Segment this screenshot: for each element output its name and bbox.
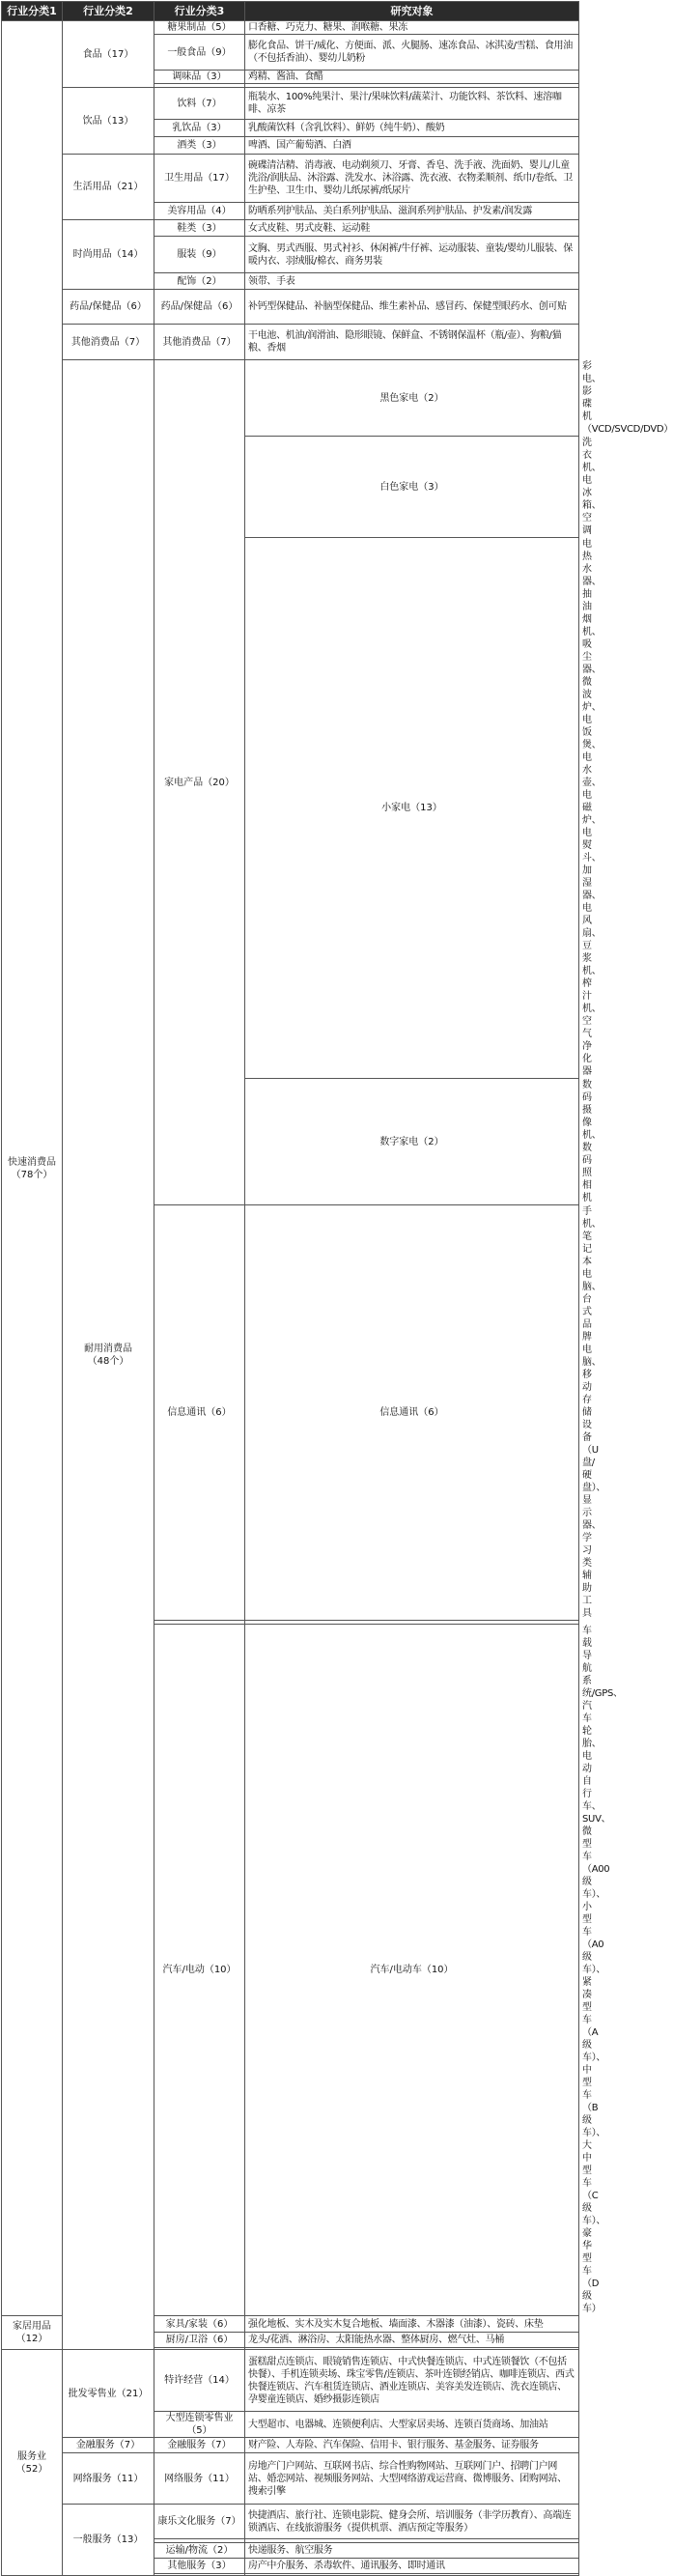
category-2-cell: 家电产品（20） bbox=[154, 360, 245, 1205]
category-3-cell: 鞋类（3） bbox=[154, 220, 245, 237]
category-3-cell: 糖果制品（5） bbox=[154, 21, 245, 35]
research-object-cell: 碗碟清洁精、消毒液、电动剃须刀、牙膏、香皂、洗手液、洗面奶、婴儿/儿童洗浴/润肤品、沐浴露、洗发水、沐浴露、洗衣液、衣物柔顺剂、纸巾/卷纸、卫生护垫、卫生巾、婴幼儿纸尿裤/纸尿片 bbox=[245, 155, 579, 203]
category-3-cell: 金融服务（7） bbox=[154, 2438, 245, 2453]
research-object-cell: 啤酒、国产葡萄酒、白酒 bbox=[245, 137, 579, 155]
research-object-cell: 龙头/花洒、淋浴房、太阳能热水器、整体厨房、燃气灶、马桶 bbox=[245, 2333, 579, 2348]
category-3-cell: 调味品（3） bbox=[154, 71, 245, 84]
category-2-cell: 饮品（13） bbox=[63, 88, 154, 155]
table-row bbox=[2, 2438, 579, 2453]
category-3-cell: 卫生用品（17） bbox=[154, 155, 245, 203]
category-2-cell: 一般服务（13） bbox=[63, 2505, 154, 2576]
category-3-cell: 运输/物流（2） bbox=[154, 2543, 245, 2559]
research-object-cell: 房产中介服务、杀毒软件、通讯服务、即时通讯 bbox=[245, 2559, 579, 2574]
header-research-object: 研究对象 bbox=[245, 2, 579, 21]
research-object-cell: 乳酸菌饮料（含乳饮料）、鲜奶（纯牛奶）、酸奶 bbox=[245, 120, 579, 137]
category-3-cell: 一般食品（9） bbox=[154, 35, 245, 71]
category-1-cell: 耐用消费品 （48个） bbox=[63, 360, 154, 2350]
category-2-cell: 药品/保健品（6） bbox=[63, 290, 154, 325]
category-2-cell: 网络服务（11） bbox=[63, 2453, 154, 2505]
category-3-cell: 康乐文化服务（7） bbox=[154, 2505, 245, 2539]
category-1-cell: 服务业 （52） bbox=[2, 2350, 63, 2576]
research-object-cell: 强化地板、实木及实木复合地板、墙面漆、木器漆（油漆）、瓷砖、床垫 bbox=[245, 2316, 579, 2333]
category-3-cell: 酒类（3） bbox=[154, 137, 245, 155]
category-3-cell: 饮料（7） bbox=[154, 88, 245, 120]
research-object-cell: 防晒系列护肤品、美白系列护肤品、滋润系列护肤品、护发素/润发露 bbox=[245, 203, 579, 220]
research-object-cell: 口香糖、巧克力、糖果、润喉糖、果冻 bbox=[245, 21, 579, 35]
research-object-cell: 文胸、男式西服、男式衬衫、休闲裤/牛仔裤、运动服装、童装/婴幼儿服装、保暖内衣、羽绒服/棉衣、商务男装 bbox=[245, 237, 579, 273]
category-2-cell: 生活用品（21） bbox=[63, 155, 154, 220]
research-object-cell: 大型超市、电器城、连锁便利店、大型家居卖场、连锁百货商场、加油站 bbox=[245, 2412, 579, 2438]
research-object-cell: 女式皮鞋、男式皮鞋、运动鞋 bbox=[245, 220, 579, 237]
research-object-cell: 膨化食品、饼干/威化、方便面、派、火腿肠、速冻食品、冰淇凌/雪糕、食用油（不包括香油）、婴幼儿奶粉 bbox=[245, 35, 579, 71]
table-row bbox=[2, 2350, 579, 2412]
category-3-cell: 其他消费品（7） bbox=[154, 325, 245, 360]
research-object-cell: 干电池、机油/润滑油、隐形眼镜、保鲜盒、不锈钢保温杯（瓶/壶）、狗粮/猫粮、香烟 bbox=[245, 325, 579, 360]
category-3-cell: 乳饮品（3） bbox=[154, 120, 245, 137]
industry-classification-table bbox=[1, 1, 673, 2576]
category-2-cell: 批发零售业（21） bbox=[63, 2350, 154, 2438]
table-body bbox=[2, 21, 673, 2576]
category-3-cell: 其他服务（3） bbox=[154, 2559, 245, 2574]
table-row bbox=[2, 325, 579, 360]
table-row bbox=[2, 220, 579, 237]
category-3-cell: 黑色家电（2） bbox=[245, 360, 579, 437]
category-3-cell: 大型连锁零售业（5） bbox=[154, 2412, 245, 2438]
table-row bbox=[2, 88, 579, 120]
research-object-cell: 快递服务、航空服务 bbox=[245, 2543, 579, 2559]
category-3-cell: 小家电（13） bbox=[245, 538, 579, 1079]
category-1-cell: 快速消费品 （78个） bbox=[2, 21, 63, 2316]
table-row: 耐用消费品 （48个） 家电产品（20） 黑色家电（2） 彩电、影碟机（VCD/SVCD/DVD） bbox=[2, 360, 579, 437]
research-object-cell: 瓶装水、100%纯果汁、果汁/果味饮料/蔬菜汁、功能饮料、茶饮料、速溶咖啡、凉茶 bbox=[245, 88, 579, 120]
table-row: 小家电（13） 电热水器、抽油烟机、吸尘器、微波炉、电饭煲、电水壶、电磁炉、电熨斗、加湿器、电风扇、豆浆机、榨汁机、空气净化器 bbox=[2, 538, 579, 1079]
table-row: 白色家电（3） 洗衣机、电冰箱、空调 bbox=[2, 437, 579, 538]
category-3-cell: 白色家电（3） bbox=[245, 437, 579, 538]
category-3-cell: 信息通讯（6） bbox=[245, 1205, 579, 1621]
table-row: 信息通讯（6） 信息通讯（6） 手机、笔记本电脑、台式品牌电脑、移动存储设备（U盘/硬盘）、显示器、学习类辅助工具 bbox=[2, 1205, 579, 1621]
category-3-cell: 美容用品（4） bbox=[154, 203, 245, 220]
research-object-cell: 蛋糕甜点连锁店、眼镜销售连锁店、中式快餐连锁店、中式连锁餐饮（不包括快餐）、手机连锁卖场、珠宝零售/连锁店、茶叶连锁经销店、咖啡连锁店、西式快餐连锁店、汽车租赁连锁店、酒业连锁店、美容美发连锁店、洗衣连锁店、孕婴童连锁店、婚纱摄影连锁店 bbox=[245, 2350, 579, 2412]
category-2-cell: 家居用品（12） bbox=[2, 2316, 63, 2350]
table-row bbox=[2, 21, 579, 35]
category-2-cell: 金融服务（7） bbox=[63, 2438, 154, 2453]
research-object-cell: 财产险、人寿险、汽车保险、信用卡、银行服务、基金服务、证券服务 bbox=[245, 2438, 579, 2453]
table-row: 汽车/电动（10） 汽车/电动车（10） 车载导航系统/GPS、汽车轮胎、电动自行车、SUV、微型车（A00级车）、小型车（A0级车）、紧凑型车（A级车）、中型车（B级车）、大中型车（C级车）、豪华型车（D级车） bbox=[2, 1625, 579, 2316]
table-row bbox=[2, 2505, 579, 2539]
category-3-cell: 网络服务（11） bbox=[154, 2453, 245, 2505]
research-object-cell bbox=[245, 2574, 579, 2576]
table-row bbox=[2, 155, 579, 203]
category-3-cell: 家具/家装（6） bbox=[154, 2316, 245, 2333]
category-3-cell: 药品/保健品（6） bbox=[154, 290, 245, 325]
table-row bbox=[2, 290, 579, 325]
research-object-cell: 补钙型保健品、补脑型保健品、维生素补品、感冒药、保健型眼药水、创可贴 bbox=[245, 290, 579, 325]
category-3-cell: 厨房/卫浴（6） bbox=[154, 2333, 245, 2348]
category-2-cell: 时尚用品（14） bbox=[63, 220, 154, 290]
research-object-cell: 领带、手表 bbox=[245, 273, 579, 290]
research-object-cell: 房地产门户网站、互联网书店、综合性购物网站、互联网门户、招聘门户网站、婚恋网站、视频服务网站、大型网络游戏运营商、微博服务、团购网站、搜索引擎 bbox=[245, 2453, 579, 2505]
category-3-cell: 特许经营（14） bbox=[154, 2350, 245, 2412]
category-3-cell: 汽车/电动车（10） bbox=[245, 1625, 579, 2316]
header-category-1: 行业分类1 bbox=[2, 2, 63, 21]
header-category-3: 行业分类3 bbox=[154, 2, 245, 21]
header-category-2: 行业分类2 bbox=[63, 2, 154, 21]
header-row bbox=[2, 2, 579, 21]
category-2-cell: 食品（17） bbox=[63, 21, 154, 88]
category-2-cell: 信息通讯（6） bbox=[154, 1205, 245, 1621]
table-row: 数字家电（2） 数码摄像机、数码照相机 bbox=[2, 1079, 579, 1205]
category-3-cell: 服装（9） bbox=[154, 237, 245, 273]
category-3-cell: 配饰（2） bbox=[154, 273, 245, 290]
research-object-cell: 鸡精、酱油、食醋 bbox=[245, 71, 579, 84]
category-2-cell: 其他消费品（7） bbox=[63, 325, 154, 360]
table-row bbox=[2, 2453, 579, 2505]
category-3-cell: 数字家电（2） bbox=[245, 1079, 579, 1205]
category-2-cell: 汽车/电动（10） bbox=[154, 1625, 245, 2316]
research-object-cell: 快捷酒店、旅行社、连锁电影院、健身会所、培训服务（非学历教育）、高端连锁酒店、在线旅游服务（提供机票、酒店预定等服务） bbox=[245, 2505, 579, 2539]
category-3-cell bbox=[154, 2574, 245, 2576]
